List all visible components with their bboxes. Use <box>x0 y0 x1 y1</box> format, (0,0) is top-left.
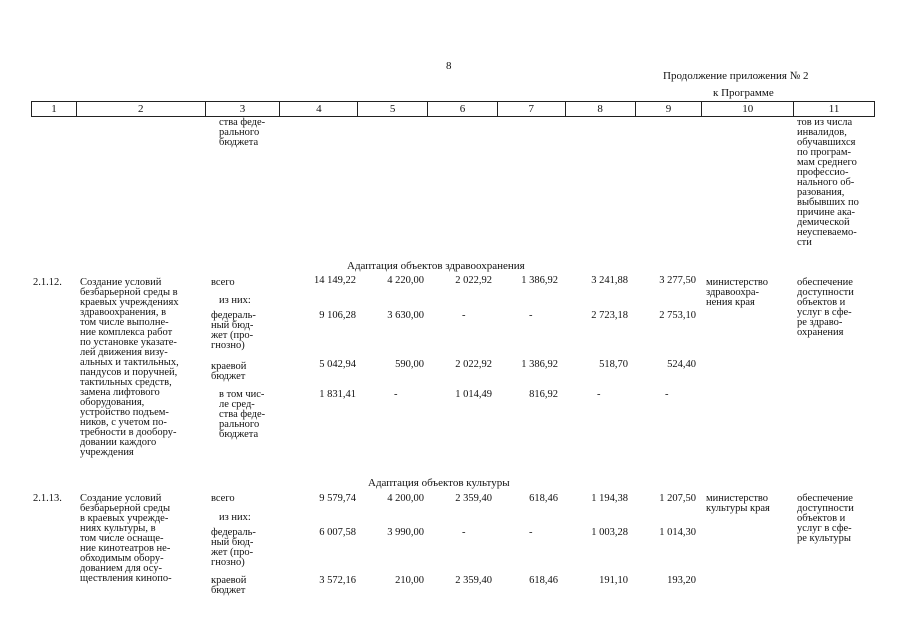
column-header: 2 <box>77 102 206 116</box>
continuation-label: Продолжение приложения № 2 <box>663 70 809 82</box>
value-cell: 2 359,40 <box>455 493 492 504</box>
column-header: 7 <box>498 102 566 116</box>
value-cell: 6 007,58 <box>319 527 356 538</box>
column-header: 11 <box>828 103 840 115</box>
section-title: Адаптация объектов культуры <box>368 477 510 489</box>
value-cell: 2 022,92 <box>455 359 492 370</box>
section-title: Адаптация объектов здравоохранения <box>347 260 525 272</box>
value-cell: 618,46 <box>529 493 558 504</box>
value-cell: 3 241,88 <box>591 275 628 286</box>
value-cell: 2 753,10 <box>659 310 696 321</box>
value-cell: 2 723,18 <box>591 310 628 321</box>
value-cell: 1 386,92 <box>521 275 558 286</box>
value-cell: 3 990,00 <box>387 527 424 538</box>
page-number: 8 <box>446 60 452 72</box>
value-cell: 3 630,00 <box>387 310 424 321</box>
column-header: 6 <box>428 102 498 116</box>
value-cell: 524,40 <box>667 359 696 370</box>
value-cell: - <box>462 527 466 538</box>
value-cell: 9 579,74 <box>319 493 356 504</box>
source-regional: краевой бюджет <box>211 361 247 382</box>
column-header: 3 <box>206 102 281 116</box>
value-cell: 816,92 <box>529 389 558 400</box>
value-cell: 1 207,50 <box>659 493 696 504</box>
value-cell: 1 014,49 <box>455 389 492 400</box>
value-cell: 1 386,92 <box>521 359 558 370</box>
table-header <box>31 101 875 117</box>
value-cell: - <box>665 389 669 400</box>
source-total: всего <box>211 493 235 504</box>
source-of: из них: <box>219 295 251 306</box>
value-cell: 618,46 <box>529 575 558 586</box>
funding-source-cont: ства феде- рального бюджета <box>219 117 266 148</box>
value-cell: 3 277,50 <box>659 275 696 286</box>
result-cont: тов из числа инвалидов, обучавшихся по програм- мам среднего профессио- нального об- разования, выбывших по причине ака- демической неуспеваемо- сти <box>797 117 859 248</box>
value-cell: 9 106,28 <box>319 310 356 321</box>
value-cell: 14 149,22 <box>314 275 356 286</box>
value-cell: 2 359,40 <box>455 575 492 586</box>
column-header: 5 <box>358 102 428 116</box>
source-regional: краевой бюджет <box>211 575 247 596</box>
source-of: из них: <box>219 512 251 523</box>
value-cell: 3 572,16 <box>319 575 356 586</box>
value-cell: 2 022,92 <box>455 275 492 286</box>
executor: министерство культуры края <box>706 493 770 514</box>
value-cell: - <box>462 310 466 321</box>
row-number: 2.1.13. <box>33 493 62 504</box>
value-cell: 210,00 <box>395 575 424 586</box>
column-header: 1 <box>32 102 77 116</box>
measure-name: Создание условий безбарьерной среды в краевых учреждениях здравоохранения, в том числе выполне- ние комплекса работ по установке указате- лей движения визу- альных и тактильных, пандусов и поручней, тактильных средств, замена лифтового оборудования, устройство подъем- ников, с учетом по- требности в дообору- довании каждого учреждения <box>80 277 179 458</box>
value-cell: 4 200,00 <box>387 493 424 504</box>
value-cell: 5 042,94 <box>319 359 356 370</box>
row-number: 2.1.12. <box>33 277 62 288</box>
value-cell: - <box>597 389 601 400</box>
value-cell: 1 831,41 <box>319 389 356 400</box>
value-cell: 193,20 <box>667 575 696 586</box>
column-header: 8 <box>566 102 636 116</box>
value-cell: - <box>529 527 533 538</box>
executor: министерство здравоохра- нения края <box>706 277 769 308</box>
value-cell: 1 014,30 <box>659 527 696 538</box>
value-cell: 518,70 <box>599 359 628 370</box>
source-including: в том чис- ле сред- ства феде- рального бюджета <box>219 389 266 440</box>
value-cell: - <box>394 389 398 400</box>
source-federal: федераль- ный бюд- жет (про- гнозно) <box>211 310 256 351</box>
column-header: 4 <box>280 102 358 116</box>
column-header: 9 <box>636 102 703 116</box>
value-cell: 590,00 <box>395 359 424 370</box>
column-header: 10 <box>702 102 794 116</box>
source-federal: федераль- ный бюд- жет (про- гнозно) <box>211 527 256 568</box>
value-cell: 1 003,28 <box>591 527 628 538</box>
result: обеспечение доступности объектов и услуг в сфе- ре культуры <box>797 493 854 544</box>
measure-name: Создание условий безбарьерной среды в краевых учрежде- ниях культуры, в том числе оснаще- ние кинотеатров не- обходимым обору- дованием для осу- ществления кинопо- <box>80 493 172 584</box>
value-cell: - <box>529 310 533 321</box>
program-label: к Программе <box>713 87 774 99</box>
value-cell: 191,10 <box>599 575 628 586</box>
value-cell: 4 220,00 <box>387 275 424 286</box>
value-cell: 1 194,38 <box>591 493 628 504</box>
source-total: всего <box>211 277 235 288</box>
result: обеспечение доступности объектов и услуг в сфе- ре здраво- охранения <box>797 277 854 338</box>
